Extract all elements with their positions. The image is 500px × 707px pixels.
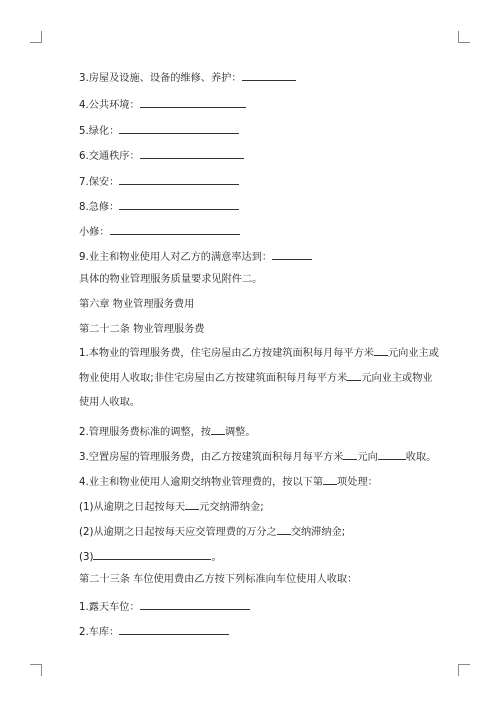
- blank-field: [211, 423, 225, 435]
- blank-field: [378, 448, 406, 460]
- clause-minor-repair: [79, 223, 240, 240]
- clause-text-part: 2.管理服务费标准的调整，按: [79, 427, 211, 438]
- overdue-option-2: [79, 523, 345, 540]
- clause-text: 具体的物业管理服务质量要求见附件二。: [79, 274, 263, 285]
- quality-requirement-note: [79, 273, 262, 287]
- clause-text-part: (3): [79, 552, 94, 563]
- blank-field: [277, 523, 291, 535]
- blank-field: [185, 498, 199, 510]
- clause-text: 1.露天车位：: [79, 602, 140, 613]
- clause-management-fee: [79, 342, 439, 416]
- clause-text-part: (2)从逾期之日起按每天应交管理费的万分之: [79, 527, 277, 538]
- clause-text: 小修：: [79, 227, 110, 238]
- clause-text-part: 1.本物业的管理服务费，住宅房屋由乙方按建筑面积每月每平方米: [79, 348, 374, 359]
- clause-traffic-order: [79, 147, 244, 164]
- article-heading-23: [79, 573, 357, 587]
- clause-garage: [79, 623, 229, 640]
- blank-field: [93, 548, 211, 560]
- blank-field: [140, 96, 246, 108]
- clause-text-part: 交纳滞纳金;: [290, 527, 346, 538]
- clause-text-part: 元交纳滞纳金;: [199, 502, 264, 513]
- crop-mark-top-left: [30, 31, 42, 43]
- clause-open-air-parking: [79, 598, 250, 615]
- blank-field: [119, 173, 239, 185]
- blank-field: [242, 69, 296, 81]
- clause-text-part: 项处理：: [337, 477, 378, 488]
- clause-text-part: (1)从逾期之日起按每天: [79, 502, 186, 513]
- blank-field: [119, 122, 239, 134]
- clause-text: 4.公共环境：: [79, 100, 140, 111]
- blank-field: [374, 344, 388, 356]
- overdue-option-1: [79, 498, 264, 515]
- clause-text-part: 3.空置房屋的管理服务费，由乙方按建筑面积每月每平方米: [79, 452, 344, 463]
- clause-text: 3.房屋及设施、设备的维修、养护：: [79, 73, 242, 84]
- article-heading-22: [79, 323, 205, 337]
- clause-fee-adjustment: [79, 423, 256, 440]
- clause-repair-maintenance: [79, 69, 296, 86]
- overdue-option-3: [79, 548, 222, 565]
- blank-field: [343, 448, 357, 460]
- clause-text-part: 元向: [357, 452, 378, 463]
- blank-field: [323, 473, 337, 485]
- clause-emergency-repair: [79, 198, 239, 215]
- blank-field: [110, 223, 240, 235]
- clause-text: 9.业主和物业使用人对乙方的满意率达到：: [79, 252, 273, 263]
- blank-field: [347, 369, 361, 381]
- chapter-title: 第六章 物业管理服务费用: [79, 299, 195, 310]
- clause-text-part: 调整。: [224, 427, 256, 438]
- clause-text-part: 收取。: [405, 452, 437, 463]
- clause-text: 6.交通秩序：: [79, 151, 140, 162]
- clause-satisfaction-rate: [79, 248, 312, 265]
- blank-field: [272, 248, 312, 260]
- blank-field: [140, 598, 250, 610]
- blank-field: [119, 623, 229, 635]
- article-title: 第二十三条 车位使用费由乙方按下列标准向车位使用人收取：: [79, 574, 358, 585]
- crop-mark-bottom-left: [30, 664, 42, 676]
- clause-overdue-payment: [79, 473, 378, 490]
- blank-field: [140, 147, 244, 159]
- crop-mark-top-right: [458, 31, 470, 43]
- clause-text-part: 4.业主和物业使用人逾期交纳物业管理费的，按以下第: [79, 477, 324, 488]
- blank-field: [119, 198, 239, 210]
- clause-text-part: 。: [211, 552, 222, 563]
- chapter-heading: [79, 298, 194, 312]
- clause-text-part: 元向业主或物业使用人收取;非住宅房屋由乙方按建筑面积每月每平方米: [79, 348, 439, 384]
- clause-text: 5.绿化：: [79, 126, 120, 137]
- clause-text: 2.车库：: [79, 627, 120, 638]
- crop-mark-bottom-right: [458, 664, 470, 676]
- clause-vacant-house-fee: [79, 448, 436, 465]
- clause-public-environment: [79, 96, 246, 113]
- clause-greening: [79, 122, 239, 139]
- clause-security: [79, 173, 239, 190]
- article-title: 第二十二条 物业管理服务费: [79, 324, 205, 335]
- clause-text-part: 元向业主或物业使用人收取。: [79, 372, 433, 408]
- clause-text: 8.急修：: [79, 202, 120, 213]
- clause-text: 7.保安：: [79, 177, 120, 188]
